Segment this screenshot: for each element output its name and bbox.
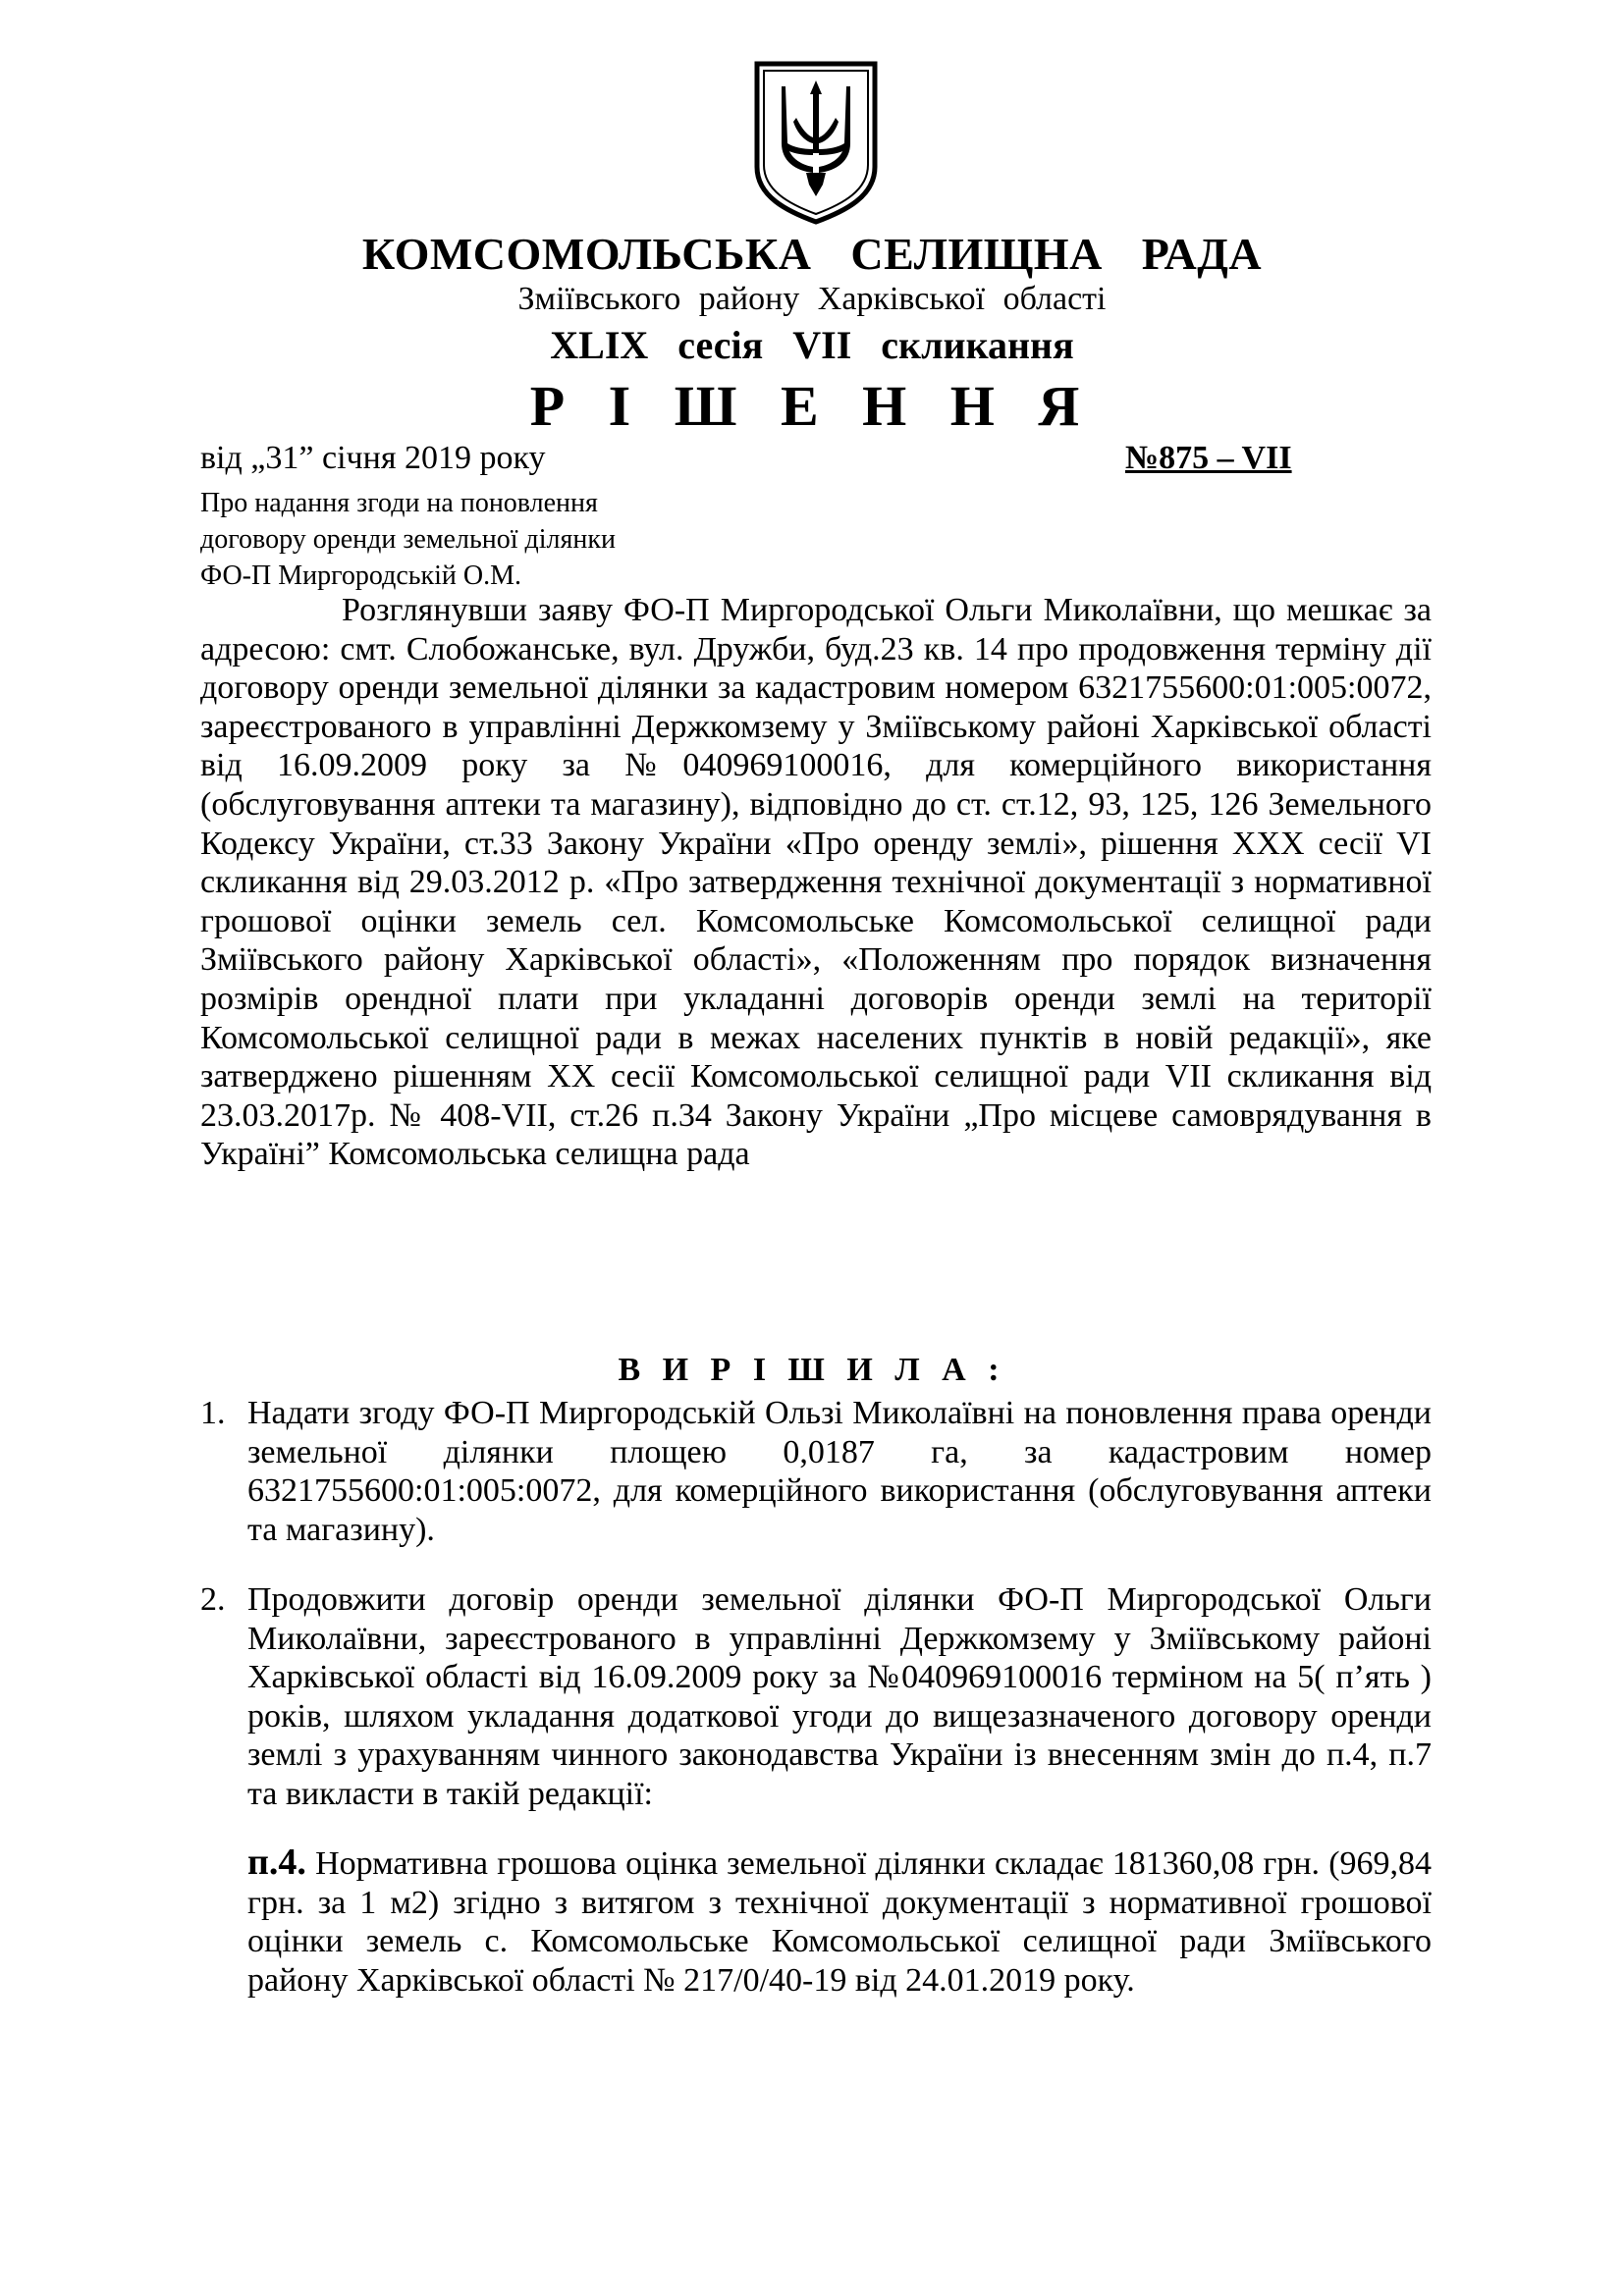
decision-item	[200, 1580, 1432, 1814]
decision-item	[200, 1394, 1432, 1549]
item-text: Продовжити договір оренди земельної ділянки ФО-П Миргородської Ольги Миколаївни, зареєстрованого в управлінні Держкомзему у Зміївському районі Харківської області від 16.09.2009 року за №040969100016 терміном на 5( п’ять ) років, шляхом укладання додаткової угоди до вищезазначеного договору оренди землі з урахуванням чинного законодавства України із внесенням змін до п.4, п.7 та викласти в такій редакції:	[247, 1581, 1432, 1812]
clause-text: Нормативна грошова оцінка земельної ділянки складає 181360,08 грн. (969,84 грн. за 1 м2) згідно з витягом з технічної документації з нормативної грошової оцінки земель с. Комсомольське Комсомольської селищної ради Зміївського району Харківської області № 217/0/40-19 від 24.01.2019 року.	[247, 1845, 1433, 1999]
session-title: XLIX сесія VII скликання	[550, 323, 1074, 367]
ukraine-coat-of-arms-icon	[752, 59, 880, 226]
document-type: Р І Ш Е Н Н Я	[529, 374, 1095, 438]
subject-line: Про надання згоди на поновлення	[200, 488, 598, 518]
decision-date: від „31” січня 2019 року	[200, 440, 546, 476]
subject-line: ФО-П Миргородській О.М.	[200, 561, 522, 591]
item-number: 1.	[200, 1395, 226, 1431]
item-text: Надати згоду ФО-П Миргородській Ользі Миколаївні на поновлення права оренди земельної ділянки площею 0,0187 га, за кадастровим номер 6321755600:01:005:0072, для комерційного використання (обслуговування аптеки та магазину).	[247, 1395, 1432, 1548]
subject-line: договору оренди земельної ділянки	[200, 524, 616, 555]
decision-subject	[200, 485, 789, 594]
clause-label: п.4.	[247, 1842, 306, 1883]
district-name: Зміївського району Харківської області	[517, 281, 1107, 317]
decided-heading: В И Р І Ш И Л А :	[618, 1352, 1006, 1388]
item-number: 2.	[200, 1581, 226, 1618]
clause-paragraph	[247, 1843, 1432, 2000]
decision-number: №875 – VII	[1125, 440, 1292, 476]
council-name: КОМСОМОЛЬСЬКА СЕЛИЩНА РАДА	[361, 229, 1263, 279]
preamble-paragraph: Розглянувши заяву ФО-П Миргородської Ольги Миколаївни, що мешкає за адресою: смт. Слобожанське, вул. Дружби, буд.23 кв. 14 про продовження терміну дії договору оренди земельної ділянки за кадастровим номером 6321755600:01:005:0072, зареєстрованого в управлінні Держкомзему у Зміївському районі Харківської області від 16.09.2009 року за №040969100016, для комерційного використання (обслуговування аптеки та магазину), відповідно до ст. ст.12, 93, 125, 126 Земельного Кодексу України, ст.33 Закону України «Про оренду землі», рішення XXX сесії VI скликання від 29.03.2012 р. «Про затвердження технічної документації з нормативної грошової оцінки земель сел. Комсомольське Комсомольської селищної ради Зміївського району Харківської області», «Положенням про порядок визначення розмірів орендної плати при укладанні договорів оренди землі на території Комсомольської селищної ради в межах населених пунктів в новій редакції», яке затверджено рішенням XX сесії Комсомольської селищної ради VII скликання від 23.03.2017р. № 408-VII, ст.26 п.34 Закону України „Про місцеве самоврядування в Україні” Комсомольська селищна рада	[200, 592, 1432, 1173]
